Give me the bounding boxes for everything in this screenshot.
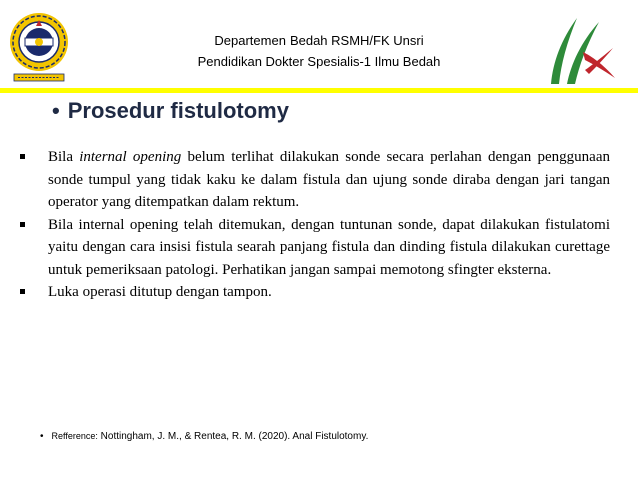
department-label: Departemen bbox=[214, 33, 286, 48]
reference bbox=[40, 431, 368, 442]
header-department bbox=[0, 33, 638, 48]
square-bullet-icon bbox=[20, 222, 25, 227]
square-bullet-icon bbox=[20, 289, 25, 294]
square-bullet-icon bbox=[20, 154, 25, 159]
list-item: Bila internal opening belum terlihat dilakukan sonde secara perlahan dengan penggunaan sonde tumpul yang tidak kaku ke dalam fistula dan ujung sonde diraba dengan jari tangan operator yang ditempatkan dalam rektum. bbox=[20, 146, 610, 214]
title-text: Prosedur fistulotomy bbox=[67, 98, 289, 123]
title-bullet: • bbox=[52, 98, 60, 123]
body-list bbox=[20, 146, 610, 304]
slide-title bbox=[52, 98, 289, 124]
reference-label: Refference: bbox=[51, 431, 98, 441]
header-program: Pendidikan Dokter Spesialis-1 Ilmu Bedah bbox=[197, 54, 441, 69]
list-item: Luka operasi ditutup dengan tampon. bbox=[20, 281, 610, 304]
header-divider bbox=[0, 88, 638, 93]
reference-bullet: • bbox=[40, 431, 44, 442]
reference-text: Nottingham, J. M., & Rentea, R. M. (2020). Anal Fistulotomy. bbox=[97, 431, 369, 442]
department-name: Bedah RSMH/FK Unsri bbox=[289, 33, 424, 48]
list-item: Bila internal opening telah ditemukan, dengan tuntunan sonde, dapat dilakukan fistulatomi yaitu dengan cara insisi fistula searah panjang fistula dan dinding fistula dilakukan curettage untuk pemeriksaan patologi. Perhatikan jangan sampai memotong sfingter eksterna. bbox=[20, 214, 610, 282]
hospital-logo-icon bbox=[537, 12, 617, 88]
